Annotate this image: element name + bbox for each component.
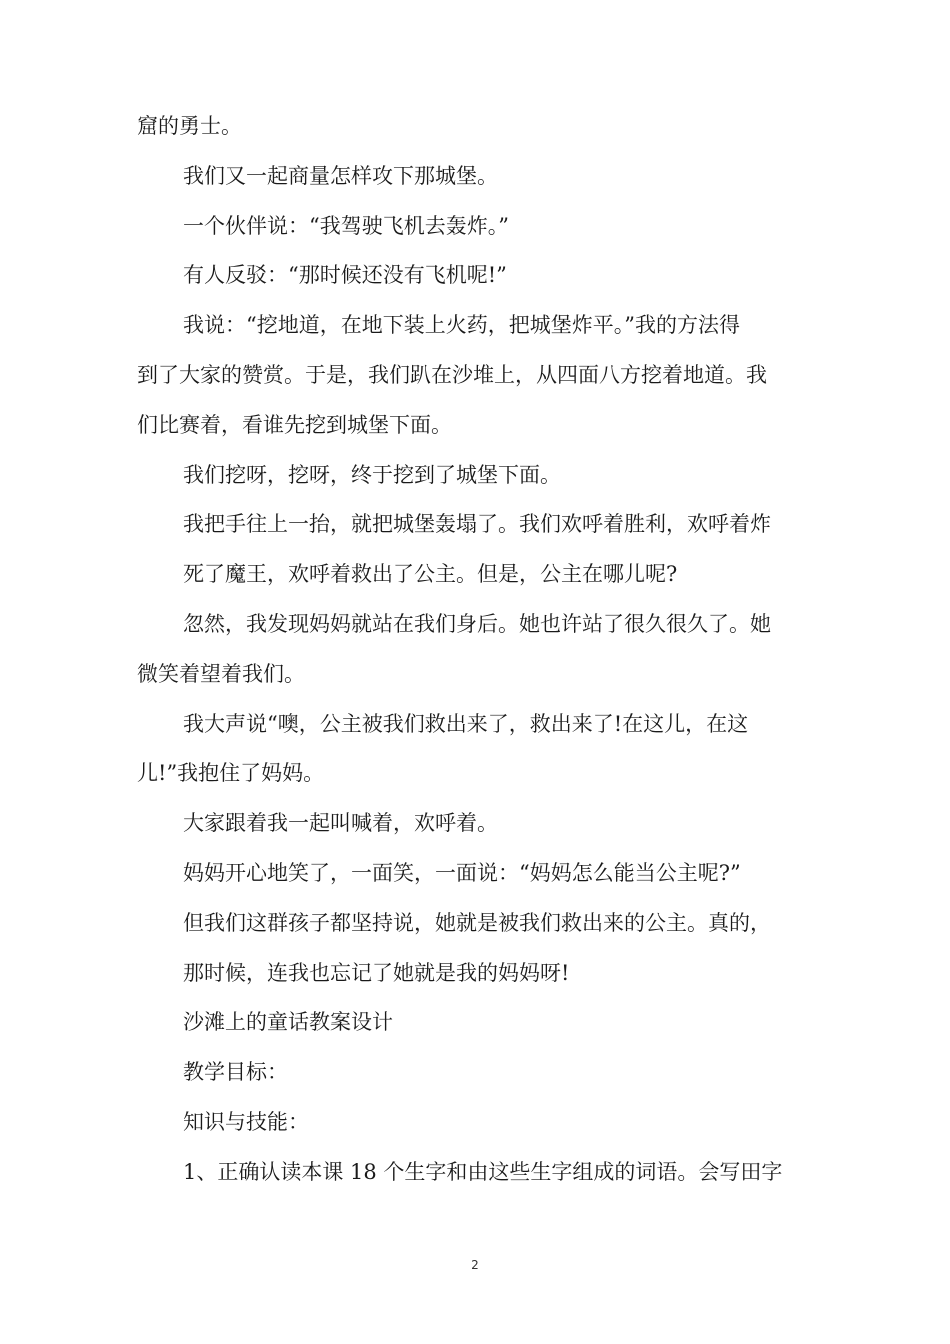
text-line: 我们挖呀，挖呀，终于挖到了城堡下面。 bbox=[183, 462, 561, 487]
text-line: 大家跟着我一起叫喊着，欢呼着。 bbox=[183, 811, 498, 836]
text-line: 微笑着望着我们。 bbox=[137, 661, 305, 686]
text-line: 妈妈开心地笑了，一面笑，一面说：“妈妈怎么能当公主呢?” bbox=[183, 860, 741, 885]
text-line: 到了大家的赞赏。于是，我们趴在沙堆上，从四面八方挖着地道。我 bbox=[137, 362, 767, 387]
text-line: 知识与技能： bbox=[183, 1109, 309, 1134]
text-line: 那时候，连我也忘记了她就是我的妈妈呀! bbox=[183, 960, 570, 985]
page-number: 2 bbox=[471, 1258, 479, 1272]
text-line: 一个伙伴说：“我驾驶飞机去轰炸。” bbox=[183, 213, 509, 238]
document-body bbox=[137, 102, 813, 1198]
text-line: 我说：“挖地道，在地下装上火药，把城堡炸平。”我的方法得 bbox=[183, 313, 740, 338]
text-line: 沙滩上的童话教案设计 bbox=[183, 1010, 393, 1035]
text-line: 我大声说“噢，公主被我们救出来了，救出来了!在这儿，在这 bbox=[183, 711, 749, 736]
text-line: 有人反驳：“那时候还没有飞机呢!” bbox=[183, 263, 507, 288]
text-line: 1、正确认读本课 18 个生字和由这些生字组成的词语。会写田字 bbox=[183, 1159, 783, 1184]
text-line: 忽然，我发现妈妈就站在我们身后。她也许站了很久很久了。她 bbox=[183, 611, 771, 636]
text-line: 们比赛着，看谁先挖到城堡下面。 bbox=[137, 412, 452, 437]
text-line: 窟的勇士。 bbox=[137, 114, 242, 138]
text-line: 儿!”我抱住了妈妈。 bbox=[137, 761, 325, 786]
text-line: 我把手往上一抬，就把城堡轰塌了。我们欢呼着胜利，欢呼着炸 bbox=[183, 512, 771, 537]
text-line: 我们又一起商量怎样攻下那城堡。 bbox=[183, 163, 498, 188]
text-line: 教学目标： bbox=[183, 1060, 288, 1085]
text-line: 但我们这群孩子都坚持说，她就是被我们救出来的公主。真的， bbox=[183, 910, 771, 935]
text-line: 死了魔王，欢呼着救出了公主。但是，公主在哪儿呢? bbox=[183, 562, 678, 587]
